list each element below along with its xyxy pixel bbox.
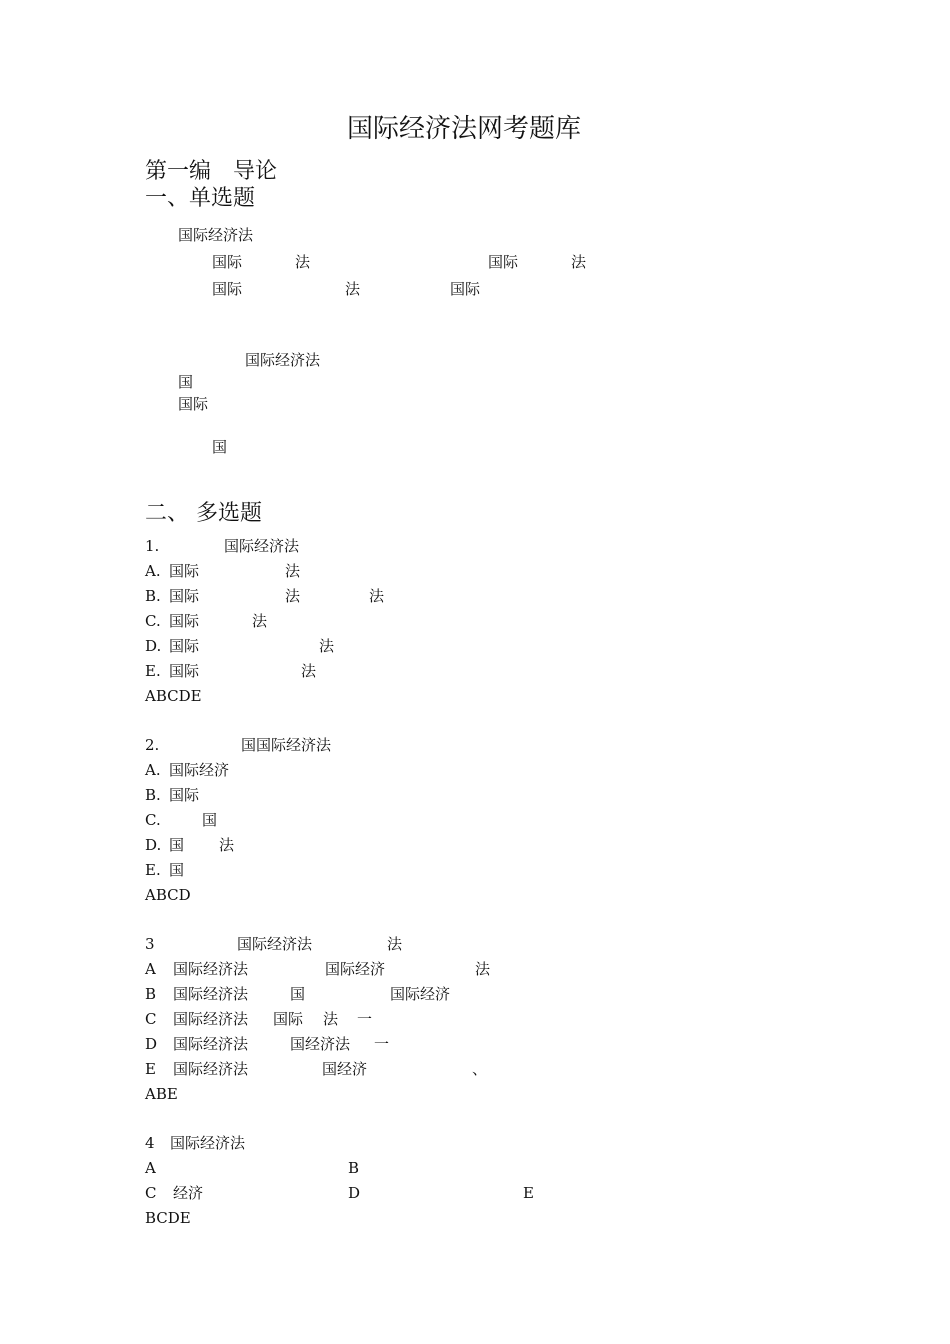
option-text: 国 xyxy=(202,811,218,829)
option-text: 国际经济法 xyxy=(173,960,249,978)
answer-key: BCDE xyxy=(145,1209,191,1227)
option-label: D. xyxy=(145,637,162,655)
option-text: 国际经济法 xyxy=(173,1035,249,1053)
option-text: 国 xyxy=(212,438,228,456)
question-stem: 国际经济法 xyxy=(224,537,300,555)
question-number: 2. xyxy=(145,736,160,754)
option-text: 经济 xyxy=(173,1184,204,1202)
option-text: 法 xyxy=(475,960,491,978)
option-text: 国 xyxy=(178,373,194,391)
option-text: 法 xyxy=(285,587,301,605)
option-label: E xyxy=(145,1060,156,1078)
option-label: C xyxy=(145,1184,157,1202)
option-label: B xyxy=(348,1159,360,1177)
option-text: 国经济 xyxy=(322,1060,368,1078)
option-text: 国际 xyxy=(169,612,200,630)
option-text: 国际 xyxy=(169,562,200,580)
option-label: A. xyxy=(145,761,161,779)
option-text: 法 xyxy=(301,662,317,680)
question-number: 4 xyxy=(145,1134,155,1152)
option-text: 国际 xyxy=(212,253,243,271)
option-text: 法 xyxy=(323,1010,339,1028)
option-label: B. xyxy=(145,786,161,804)
question-stem: 国国际经济法 xyxy=(241,736,332,754)
option-text: 国际经济 xyxy=(325,960,386,978)
option-text: 国际经济法 xyxy=(173,1060,249,1078)
option-label: A. xyxy=(145,562,161,580)
option-text: 法 xyxy=(369,587,385,605)
question-number: 1. xyxy=(145,537,160,555)
option-label: D xyxy=(348,1184,361,1202)
option-label: E. xyxy=(145,861,161,879)
option-text: 国际 xyxy=(273,1010,304,1028)
option-text: 一 xyxy=(357,1010,373,1028)
option-label: A xyxy=(145,960,156,978)
option-label: C xyxy=(145,1010,157,1028)
option-text: 国 xyxy=(169,836,185,854)
option-text: 国际经济法 xyxy=(173,1010,249,1028)
option-text: 法 xyxy=(252,612,268,630)
option-text: 国际 xyxy=(169,587,200,605)
question-stem: 国际经济法 xyxy=(170,1134,246,1152)
option-label: C. xyxy=(145,612,161,630)
option-text: 国际 xyxy=(169,637,200,655)
option-text: 国际 xyxy=(178,395,209,413)
option-label: D xyxy=(145,1035,158,1053)
option-text: 国际 xyxy=(169,786,200,804)
answer-key: ABCDE xyxy=(145,687,202,705)
option-label: B. xyxy=(145,587,161,605)
option-text: 法 xyxy=(571,253,587,271)
section-heading-multi-choice: 二、 多选题 xyxy=(145,501,262,526)
option-text: 法 xyxy=(285,562,301,580)
option-text: 国际 xyxy=(169,662,200,680)
option-label: E. xyxy=(145,662,161,680)
option-text: 国际经济 xyxy=(169,761,230,779)
option-text: 国际 xyxy=(488,253,519,271)
question-stem: 国际经济法 xyxy=(237,935,313,953)
option-text: 国际 xyxy=(450,280,481,298)
option-text: 国际经济法 xyxy=(173,985,249,1003)
question-stem: 国际经济法 xyxy=(178,226,254,244)
answer-key: ABCD xyxy=(145,886,191,904)
option-text: 法 xyxy=(345,280,361,298)
option-text: 国 xyxy=(169,861,185,879)
option-text: 法 xyxy=(219,836,235,854)
option-label: C. xyxy=(145,811,161,829)
option-text: 一 xyxy=(374,1035,390,1053)
option-text: 国际经济 xyxy=(390,985,451,1003)
section-heading-single-choice: 一、单选题 xyxy=(145,186,256,211)
page-title: 国际经济法网考题库 xyxy=(347,114,582,144)
option-label: B xyxy=(145,985,157,1003)
question-stem: 国际经济法 xyxy=(245,351,321,369)
option-label: D. xyxy=(145,836,162,854)
option-label: A xyxy=(145,1159,156,1177)
option-text: 国际 xyxy=(212,280,243,298)
question-number: 3 xyxy=(145,935,155,953)
question-stem: 法 xyxy=(387,935,403,953)
option-text: 、 xyxy=(472,1060,488,1078)
option-text: 国 xyxy=(290,985,306,1003)
answer-key: ABE xyxy=(145,1085,178,1103)
part-heading: 第一编 导论 xyxy=(145,159,278,184)
option-label: E xyxy=(523,1184,534,1202)
option-text: 法 xyxy=(295,253,311,271)
option-text: 国经济法 xyxy=(290,1035,351,1053)
option-text: 法 xyxy=(319,637,335,655)
